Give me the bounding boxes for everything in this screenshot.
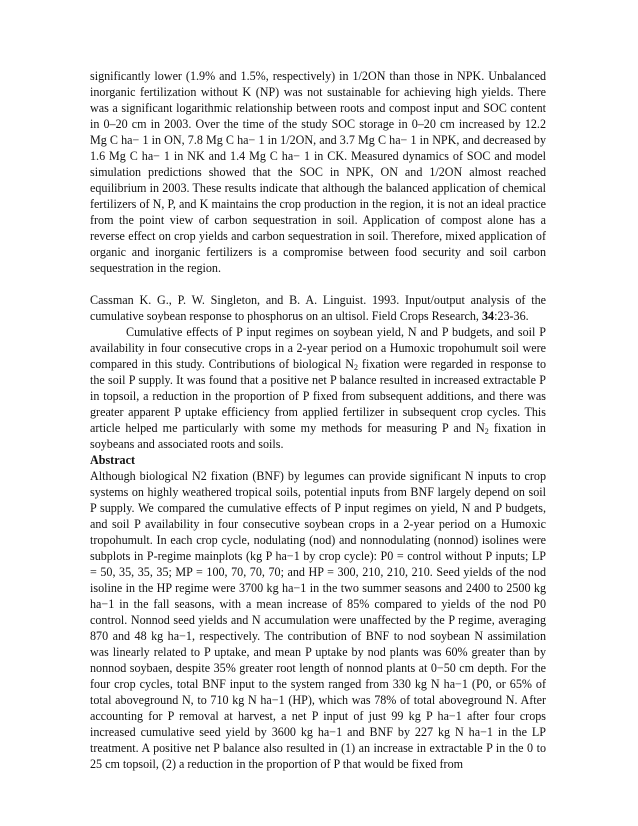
citation-paragraph xyxy=(90,292,546,324)
abstract-heading: Abstract xyxy=(90,453,136,467)
annotation-subscript-2: 2 xyxy=(484,427,489,436)
annotation-paragraph xyxy=(90,324,546,452)
annotation-part-2: fixation were regarded in response to the soil P supply. It was found that a positive net P balance resulted in increased extractable P in topsoil, a reduction in the proportion of P fixed from subsequent additions, and there was greater apparent P uptake efficiency from applied fertilizer in subsequent crop cycles. This article helped me particularly with some my methods for measuring P and N xyxy=(90,357,546,435)
document-page xyxy=(90,68,546,772)
citation-volume: 34 xyxy=(481,309,495,323)
citation-pages: :23-36. xyxy=(494,309,529,323)
annotation-part-1: Cumulative effects of P input regimes on soybean yield, N and P budgets, and soil P availability in four consecutive crops in a 2-year period on a Humoxic tropohumult soil were compared in this study. Contributions of biological N xyxy=(90,325,546,371)
citation-text: Cassman K. G., P. W. Singleton, and B. A. Linguist. 1993. Input/output analysis of the cumulative soybean response to phosphorus on an ultisol. Field Crops Research, xyxy=(90,293,546,323)
annotation-subscript-1: 2 xyxy=(354,363,359,372)
paragraph-gap xyxy=(90,276,546,292)
abstract-body-paragraph: Although biological N2 fixation (BNF) by legumes can provide significant N inputs to crop systems on highly weathered tropical soils, potential inputs from BNF largely depend on soil P supply. We compared the cumulative effects of P input regimes on yield, N and P budgets, and soil P availability in four consecutive soybean crops in a 2-year period on a Humoxic tropohumult. In each crop cycle, nodulating (nod) and nonnodulating (nonnod) isolines were subplots in P-regime mainplots (kg P ha−1 by crop cycle): P0 = control without P inputs; LP = 50, 35, 35, 35; MP = 100, 70, 70, 70; and HP = 300, 210, 210, 210. Seed yields of the nod isoline in the HP regime were 3700 kg ha−1 in the two summer seasons and 2400 to 2500 kg ha−1 in the fall seasons, with a mean increase of 85% compared to yields of the nod P0 control. Nonnod seed yields and N accumulation were unaffected by the P regime, averaging 870 and 48 kg ha−1, respectively. The contribution of BNF to nod soybean N assimilation was linearly related to P uptake, and mean P uptake by nod plants was 60% greater than by nonnod soybaen, despite 35% greater root length of nonnod plants at 0−50 cm depth. For the four crop cycles, total BNF input to the system ranged from 330 kg N ha−1 (P0, or 65% of total aboveground N, to 710 kg N ha−1 (HP), which was 78% of total aboveground N. After accounting for P removal at harvest, a net P input of just 99 kg P ha−1 after four crops increased cumulative seed yield by 3600 kg ha−1 and BNF by 227 kg N ha−1 in the LP treatment. A positive net P balance also resulted in (1) an increase in extractable P in the 0 to 25 cm topsoil, (2) a reduction in the proportion of P that would be fixed from xyxy=(90,469,546,771)
annotation-part-3: fixation in soybeans and associated roots and soils. xyxy=(90,421,546,451)
abstract-continuation-paragraph: significantly lower (1.9% and 1.5%, respectively) in 1/2ON than those in NPK. Unbalanced inorganic fertilization without K (NP) was not sustainable for achieving high yields. There was a significant logarithmic relationship between roots and compost input and SOC content in 0–20 cm in 2003. Over the time of the study SOC storage in 0–20 cm increased by 12.2 Mg C ha− 1 in ON, 7.8 Mg C ha− 1 in 1/2ON, and 3.7 Mg C ha− 1 in NPK, and decreased by 1.6 Mg C ha− 1 in NK and 1.4 Mg C ha− 1 in CK. Measured dynamics of SOC and model simulation predictions showed that the SOC in NPK, ON and 1/2ON almost reached equilibrium in 2003. These results indicate that although the balanced application of chemical fertilizers of N, P, and K maintains the crop production in the region, it is not an ideal practice from the point view of carbon sequestration in soil. Application of compost alone has a reverse effect on crop yields and carbon sequestration in soil. Therefore, mixed application of organic and inorganic fertilizers is a compromise between food security and soil carbon sequestration in the region. xyxy=(90,69,546,275)
